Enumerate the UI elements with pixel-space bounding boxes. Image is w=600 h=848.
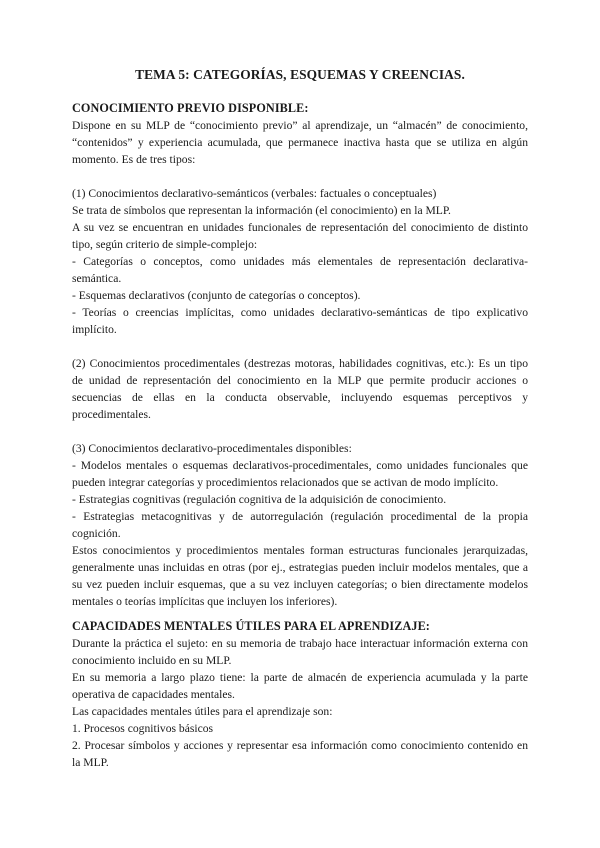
paragraph: En su memoria a largo plazo tiene: la parte de almacén de experiencia acumulada y la parte operativa de capacidades mentales. [72, 671, 528, 701]
document-page [72, 66, 528, 771]
list-item: - Modelos mentales o esquemas declarativos-procedimentales, como unidades funcionales que pueden integrar categorías y procedimientos relacionados que se activan de modo implícito. [72, 459, 528, 489]
type1-title: (1) Conocimientos declarativo-semánticos (verbales: factuales o conceptuales) [72, 187, 437, 200]
paragraph: Se trata de símbolos que representan la información (el conocimiento) en la MLP. [72, 204, 451, 217]
list-item: - Estrategias cognitivas (regulación cognitiva de la adquisición de conocimiento. [72, 493, 447, 506]
list-item: 2. Procesar símbolos y acciones y representar esa información como conocimiento contenido en la MLP. [72, 739, 528, 769]
paragraph: A su vez se encuentran en unidades funcionales de representación del conocimiento de distinto tipo, según criterio de simple-complejo: [72, 221, 528, 251]
list-item: 1. Procesos cognitivos básicos [72, 722, 214, 735]
list-item: - Teorías o creencias implícitas, como unidades declarativo-semánticas de tipo explicativo implícito. [72, 306, 528, 336]
paragraph: Las capacidades mentales útiles para el aprendizaje son: [72, 705, 333, 718]
section-heading-conocimiento-previo: CONOCIMIENTO PREVIO DISPONIBLE: [72, 101, 309, 115]
paragraph: Estos conocimientos y procedimientos mentales forman estructuras funcionales jerarquizadas, generalmente unas incluidas en otras (por ej., estrategias pueden incluir modelos mentales, que a su vez pueden incluir esquemas, que a su vez incluyen categorías; o bien directamente modelos mentales o teorías implícitas que incluyen los inferiores). [72, 544, 528, 608]
list-item: - Estrategias metacognitivas y de autorregulación (regulación procedimental de la propia cognición. [72, 510, 528, 540]
paragraph: Dispone en su MLP de “conocimiento previo” al aprendizaje, un “almacén” de conocimiento, “contenidos” y experiencia acumulada, que permanece inactiva hasta que se utiliza en algún momento. Es de tres tipos: [72, 119, 528, 166]
type2-paragraph: (2) Conocimientos procedimentales (destrezas motoras, habilidades cognitivas, etc.): Es un tipo de unidad de representación del conocimiento en la MLP que permite producir acciones o secuencias de ellas en la conducta observable, incluyendo esquemas perceptivos y procedimentales. [72, 357, 528, 421]
type3-title: (3) Conocimientos declarativo-procedimentales disponibles: [72, 442, 352, 455]
document-title: TEMA 5: CATEGORÍAS, ESQUEMAS Y CREENCIAS. [135, 67, 465, 82]
paragraph: Durante la práctica el sujeto: en su memoria de trabajo hace interactuar información externa con conocimiento incluido en su MLP. [72, 637, 528, 667]
list-item: - Categorías o conceptos, como unidades más elementales de representación declarativa-semántica. [72, 255, 528, 285]
section-heading-capacidades-mentales: CAPACIDADES MENTALES ÚTILES PARA EL APRENDIZAJE: [72, 619, 430, 633]
list-item: - Esquemas declarativos (conjunto de categorías o conceptos). [72, 289, 361, 302]
